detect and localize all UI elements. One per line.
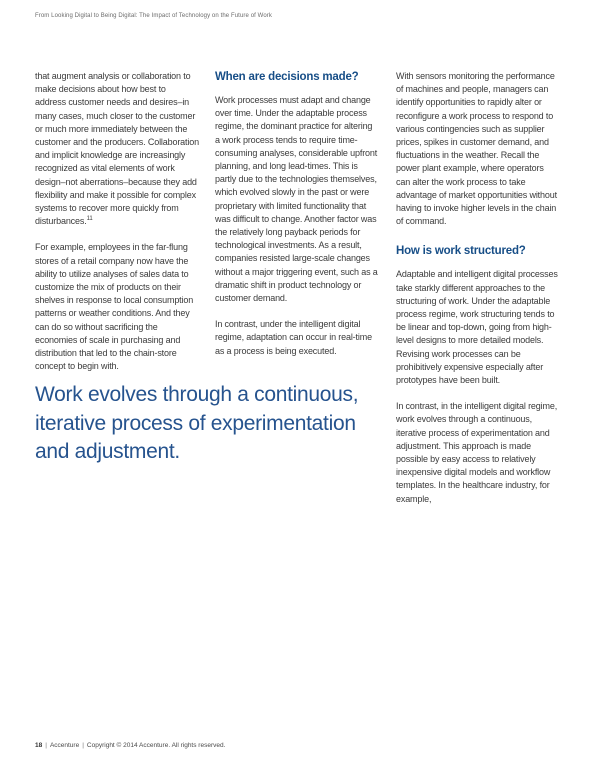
footer-copyright: Copyright © 2014 Accenture. All rights reserved. [86, 742, 226, 749]
footer-brand: Accenture [49, 742, 80, 749]
body-paragraph: For example, employees in the far-flung stores of a retail company now have the ability to utilize analyses of sales data to customize the mix of products on their shelves in response to local consumption patterns or weather conditions. And they can do so without sacrificing the economies of scale in purchasing and distribution that led to the chain-store concept to begin with. [35, 242, 194, 372]
body-paragraph: Adaptable and intelligent digital processes take starkly different approaches to the structuring of work. Under the adaptable process regime, work structuring tends to be linear and top-down, going from high-level designs to more detailed models. Revising work processes can be prohibitively expensive especially after prototypes have been built. [396, 269, 558, 386]
body-paragraph: In contrast, under the intelligent digital regime, adaptation can occur in real-time as a process is being executed. [215, 319, 372, 356]
paragraph-text: that augment analysis or collaboration to make decisions about how best to address customer needs and desires–in many cases, much closer to the customer or much more immediately between the customer and the producers. Collaboration and implicit knowledge are increasingly recognized as vital elements of work design–not aberrations–because they add flexibility and make it possible for complex systems to recover more quickly from disturbances. [35, 71, 199, 227]
body-paragraph: Work processes must adapt and change over time. Under the adaptable process regime, the dominant practice for altering a work process tends to require time-consuming analyses, considerable upfront planning, and long lead-times. This is partly due to the technologies themselves, which evolved slowly in the past or were proprietary with limited functionality that was difficult to change. Another factor was the relatively long payback periods for technological investments. As a result, companies resisted large-scale changes without a major triggering event, such as a dramatic shift in product technology or customer demand. [215, 95, 378, 304]
body-paragraph: In contrast, in the intelligent digital regime, work evolves through a continuous, iterative process of experimentation and adjustment. This approach is made possible by easy access to relatively inexpensive digital models and workflow templates. In the healthcare industry, for example, [396, 401, 558, 504]
column-3 [396, 70, 560, 519]
section-heading-how-is-work-structured: How is work structured? [396, 245, 526, 258]
pull-quote: Work evolves through a continuous, iterative process of experimentation and adjustment. [35, 383, 359, 463]
footer-separator: | [45, 742, 47, 749]
running-header: From Looking Digital to Being Digital: The Impact of Technology on the Future of Work [35, 13, 272, 19]
body-paragraph: With sensors monitoring the performance of machines and people, managers can identify opportunities to rapidly alter or reconfigure a work process to respond to various contingencies such as supplier prices, spikes in customer demand, and fluctuations in the weather. Recall the power plant example, where operators can alter the work process to take advantage of market opportunities without having to invoke higher levels in the chain of command. [396, 71, 557, 227]
column-2 [215, 70, 379, 371]
page-number: 18 [35, 742, 43, 749]
section-heading-when-are-decisions-made: When are decisions made? [215, 71, 359, 83]
body-paragraph [35, 70, 199, 228]
footnote-reference: 11 [86, 216, 93, 223]
footer-separator: | [82, 742, 84, 749]
page-footer [35, 742, 225, 749]
column-1 [35, 70, 199, 386]
